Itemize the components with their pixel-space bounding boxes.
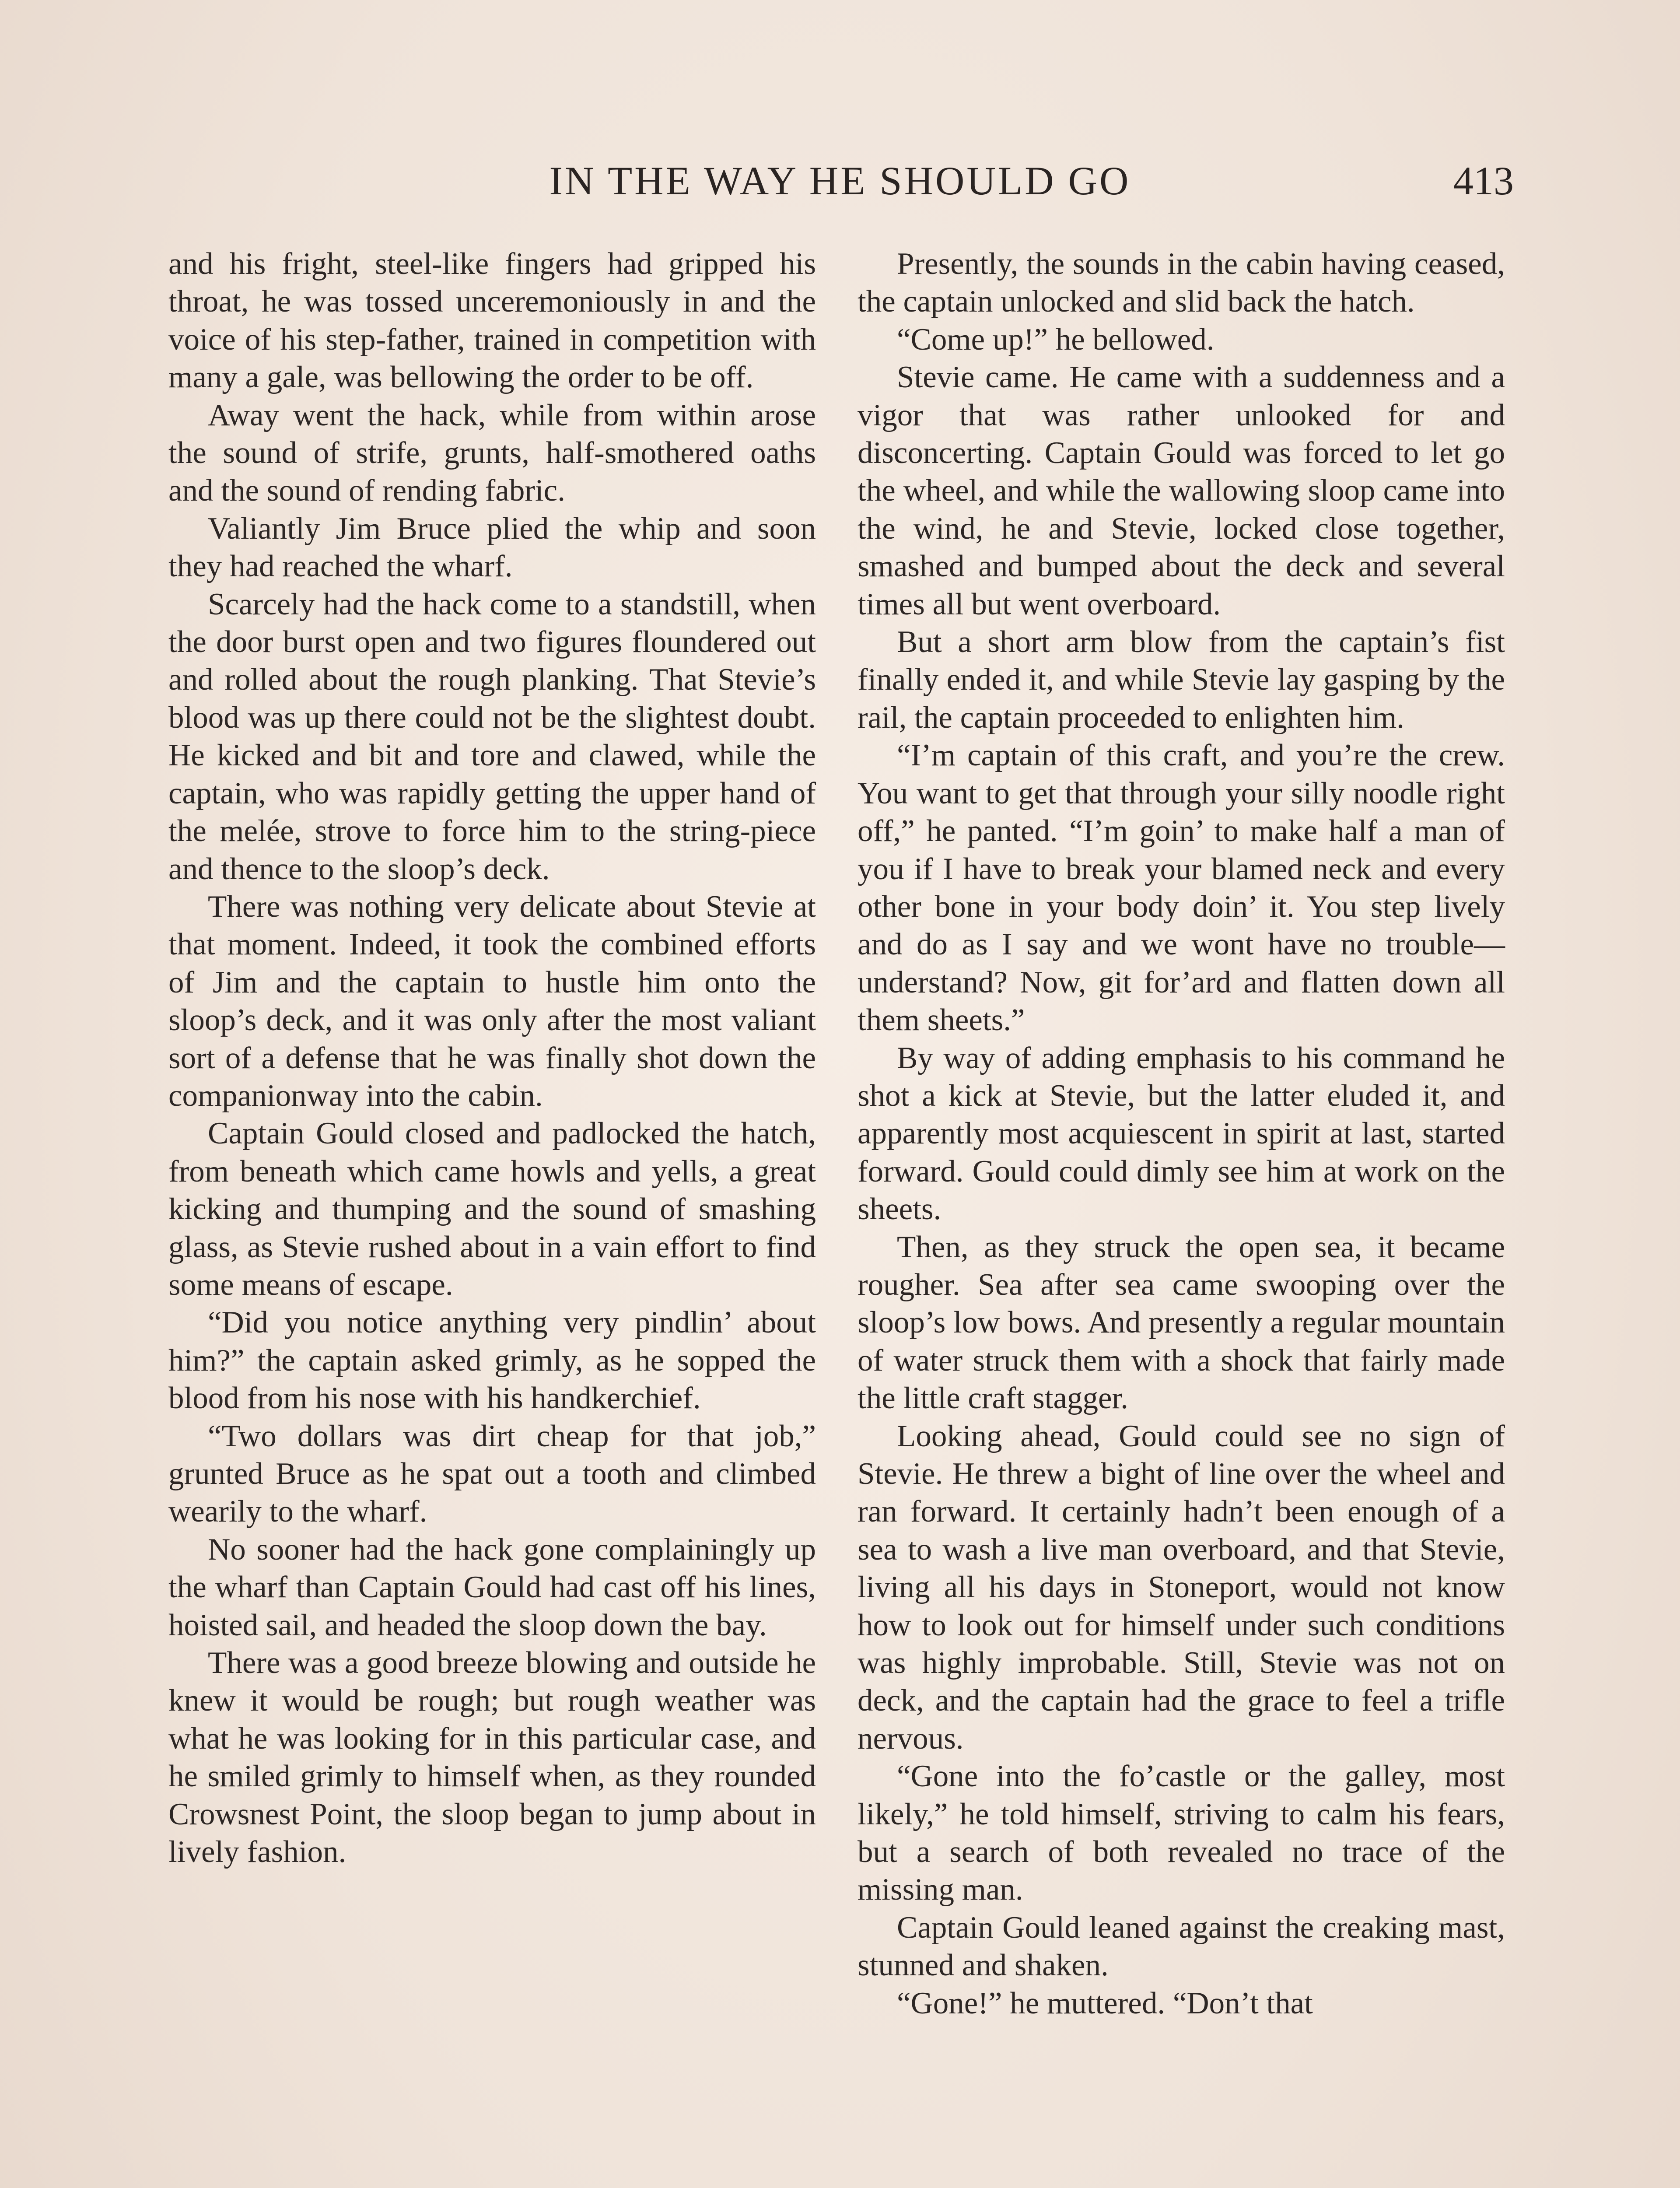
paragraph: Stevie came. He came with a suddenness and a vigor that was rather unlooked for and disconcerting. Captain Gould was forced to let go the wheel, and while the wallowing sloop came into the wind, he and Stevie, locked close together, smashed and bumped about the deck and several times all but went overboard. xyxy=(858,360,1505,621)
paragraph: Scarcely had the hack come to a standstill, when the door burst open and two figures floundered out and rolled about the rough planking. That Stevie’s blood was up there could not be the slightest doubt. He kicked and bit and tore and clawed, while the captain, who was rapidly getting the upper hand of the melée, strove to force him to the string-piece and thence to the sloop’s deck. xyxy=(168,587,816,886)
paragraph: Then, as they struck the open sea, it became rougher. Sea after sea came swooping over the sloop’s low bows. And presently a regular mountain of water struck them with a shock that fairly made the little craft stagger. xyxy=(858,1230,1505,1416)
page-number: 413 xyxy=(1453,158,1514,203)
running-head xyxy=(166,152,1514,209)
paragraph: “I’m captain of this craft, and you’re the crew. You want to get that through your silly noodle right off,” he panted. “I’m goin’ to make half a man of you if I have to break your blamed neck and every other bone in your body doin’ it. You step lively and do as I say and we wont have no trouble—understand? Now, git for’ard and flatten down all them sheets.” xyxy=(858,738,1505,1038)
left-column xyxy=(168,245,816,1871)
paragraph: No sooner had the hack gone complainingly up the wharf than Captain Gould had cast off his lines, hoisted sail, and headed the sloop down the bay. xyxy=(168,1532,816,1642)
paragraph: and his fright, steel-like fingers had gripped his throat, he was tossed unceremoniously in and the voice of his step-father, trained in competition with many a gale, was bellowing the order to be off. xyxy=(168,247,816,395)
paragraph: Presently, the sounds in the cabin having ceased, the captain unlocked and slid back the hatch. xyxy=(858,247,1505,319)
paragraph: But a short arm blow from the captain’s fist finally ended it, and while Stevie lay gasping by the rail, the captain proceeded to enlighten him. xyxy=(858,625,1505,735)
running-title: IN THE WAY HE SHOULD GO xyxy=(549,158,1131,203)
paragraph: There was a good breeze blowing and outside he knew it would be rough; but rough weather was what he was looking for in this particular case, and he smiled grimly to himself when, as they rounded Crowsnest Point, the sloop began to jump about in lively fashion. xyxy=(168,1646,816,1869)
paragraph: Away went the hack, while from within arose the sound of strife, grunts, half-smothered oaths and the sound of rending fabric. xyxy=(168,398,816,508)
paragraph: “Gone!” he muttered. “Don’t that xyxy=(897,1986,1313,2020)
paragraph: There was nothing very delicate about Stevie at that moment. Indeed, it took the combined efforts of Jim and the captain to hustle him onto the sloop’s deck, and it was only after the most valiant sort of a defense that he was finally shot down the companionway into the cabin. xyxy=(168,889,816,1113)
right-column xyxy=(858,245,1505,2022)
paragraph: “Two dollars was dirt cheap for that job,” grunted Bruce as he spat out a tooth and climbed wearily to the wharf. xyxy=(168,1419,816,1529)
paragraph: Captain Gould closed and padlocked the hatch, from beneath which came howls and yells, a great kicking and thumping and the sound of smashing glass, as Stevie rushed about in a vain effort to find some means of escape. xyxy=(168,1116,816,1302)
paragraph: Looking ahead, Gould could see no sign of Stevie. He threw a bight of line over the wheel and ran forward. It certainly hadn’t been enough of a sea to wash a live man overboard, and that Stevie, living all his days in Stoneport, would not know how to look out for himself under such conditions was highly improbable. Still, Stevie was not on deck, and the captain had the grace to feel a trifle nervous. xyxy=(858,1419,1505,1756)
paragraph: “Did you notice anything very pindlin’ about him?” the captain asked grimly, as he sopped the blood from his nose with his handkerchief. xyxy=(168,1305,816,1416)
paragraph: By way of adding emphasis to his command he shot a kick at Stevie, but the latter eluded it, and apparently most acquiescent in spirit at last, started forward. Gould could dimly see him at work on the sheets. xyxy=(858,1041,1505,1227)
paragraph: Captain Gould leaned against the creaking mast, stunned and shaken. xyxy=(858,1910,1505,1983)
paragraph: “Gone into the fo’castle or the galley, most likely,” he told himself, striving to calm his fears, but a search of both revealed no trace of the missing man. xyxy=(858,1759,1505,1907)
paragraph: “Come up!” he bellowed. xyxy=(897,322,1214,357)
paragraph: Valiantly Jim Bruce plied the whip and soon they had reached the wharf. xyxy=(168,511,816,584)
